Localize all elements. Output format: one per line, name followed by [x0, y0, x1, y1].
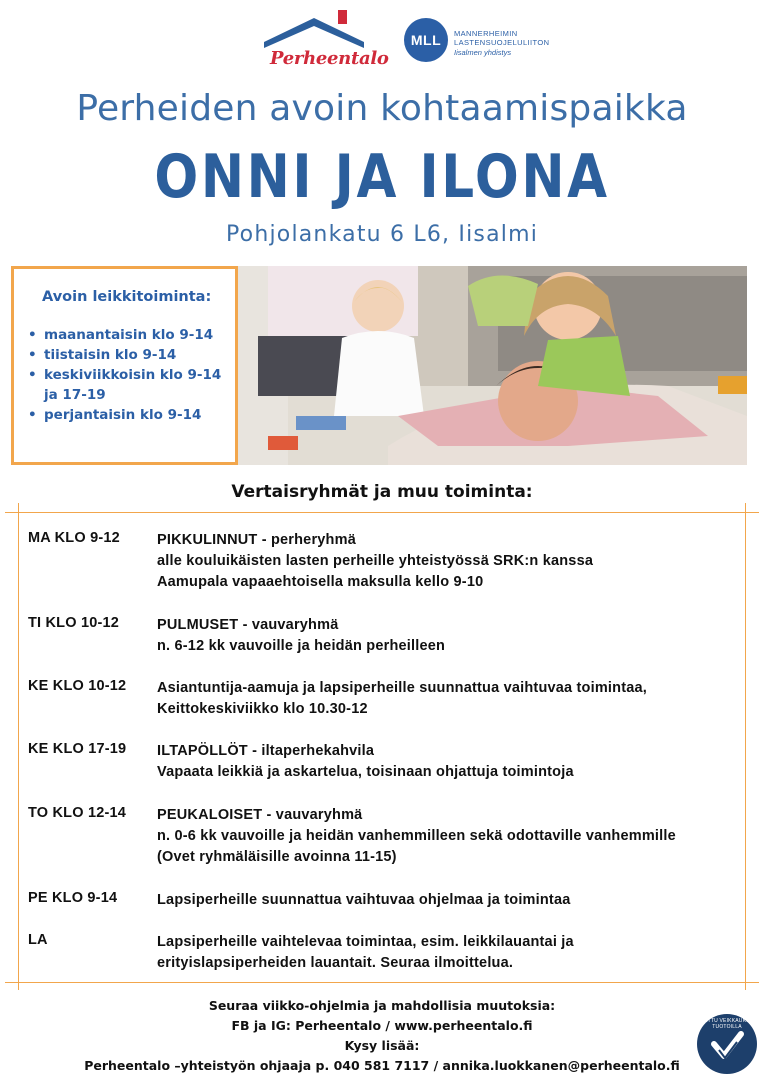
schedule-line: Aamupala vapaaehtoisella maksulla kello 9-10: [157, 574, 484, 590]
schedule-line: Vapaata leikkiä ja askartelua, toisinaan ohjattuja toimintoja: [157, 764, 574, 780]
checkmark-icon: [697, 1014, 757, 1074]
schedule-line: Lapsiperheille vaihtelevaa toimintaa, esim. leikkilauantai ja: [157, 934, 574, 950]
schedule-description: [157, 741, 747, 783]
mll-text-line2: LASTENSUOJELULIITON: [454, 38, 550, 47]
open-play-item: • keskiviikkoisin klo 9-14 ja 17-19: [28, 365, 225, 405]
footer: [0, 996, 764, 1076]
mll-badge: MLL: [404, 18, 448, 62]
schedule-day: TO KLO 12-14: [28, 805, 127, 821]
veikkaus-badge: [697, 1014, 757, 1074]
open-play-item: • perjantaisin klo 9-14: [28, 405, 225, 425]
schedule-description: [157, 530, 747, 593]
schedule-day: LA: [28, 932, 48, 948]
schedule-description: [157, 678, 747, 720]
family-photo-image: [238, 266, 747, 465]
frame-divider-bottom: [5, 982, 759, 983]
schedule-description: [157, 805, 747, 868]
badge-text: TUETTU VEIKKAUKSEN TUOTOILLA: [697, 1018, 757, 1030]
schedule-line: (Ovet ryhmäläisille avoinna 11-15): [157, 849, 397, 865]
schedule-day: KE KLO 10-12: [28, 678, 127, 694]
frame-divider-top: [5, 512, 759, 513]
schedule-description: [157, 932, 747, 974]
schedule-line: Lapsiperheille suunnattua vaihtuvaa ohjelmaa ja toimintaa: [157, 892, 571, 908]
address: Pohjolankatu 6 L6, Iisalmi: [225, 222, 539, 247]
mll-text-line3: Iisalmen yhdistys: [454, 48, 512, 57]
perheentalo-wordmark: Perheentalo: [270, 48, 389, 69]
page-subtitle: Perheiden avoin kohtaamispaikka: [76, 88, 688, 129]
schedule-description: [157, 615, 747, 657]
schedule-line: PEUKALOISET - vauvaryhmä: [157, 807, 363, 823]
footer-line: Perheentalo –yhteistyön ohjaaja p. 040 581 7117 / annika.luokkanen@perheentalo.fi: [84, 1058, 680, 1073]
schedule-description: [157, 890, 747, 911]
schedule-title: Vertaisryhmät ja muu toiminta:: [231, 482, 533, 502]
open-play-item: • maanantaisin klo 9-14: [28, 325, 225, 345]
schedule-line: PIKKULINNUT - perheryhmä: [157, 532, 356, 548]
open-play-title: Avoin leikkitoiminta:: [42, 289, 212, 305]
perheentalo-logo: [258, 8, 389, 70]
footer-line: FB ja IG: Perheentalo / www.perheentalo.fi: [231, 1018, 533, 1033]
schedule-line: erityislapsiperheiden lauantait. Seuraa ilmoittelua.: [157, 955, 514, 971]
open-play-box: [11, 266, 238, 465]
mll-text-line1: MANNERHEIMIN: [454, 29, 518, 38]
schedule-line: alle kouluikäisten lasten perheille yhteistyössä SRK:n kanssa: [157, 553, 594, 569]
open-play-list: [28, 325, 225, 425]
footer-line: Kysy lisää:: [344, 1038, 420, 1053]
schedule-day: KE KLO 17-19: [28, 741, 127, 757]
schedule-line: n. 0-6 kk vauvoille ja heidän vanhemmilleen sekä odottaville vanhemmille: [157, 828, 676, 844]
schedule-line: Keittokeskiviikko klo 10.30-12: [157, 701, 368, 717]
schedule-line: Asiantuntija-aamuja ja lapsiperheille suunnattua vaihtuvaa toimintaa,: [157, 680, 647, 696]
footer-line: Seuraa viikko-ohjelmia ja mahdollisia muutoksia:: [208, 998, 556, 1013]
schedule-day: MA KLO 9-12: [28, 530, 120, 546]
schedule-line: PULMUSET - vauvaryhmä: [157, 617, 339, 633]
family-photo: [238, 266, 747, 465]
page-title: ONNI JA ILONA: [154, 142, 610, 212]
frame-divider-left: [18, 503, 19, 990]
schedule-day: PE KLO 9-14: [28, 890, 118, 906]
mll-logo: [404, 18, 554, 64]
schedule-line: ILTAPÖLLÖT - iltaperhekahvila: [157, 743, 375, 759]
open-play-item: • tiistaisin klo 9-14: [28, 345, 225, 365]
schedule-day: TI KLO 10-12: [28, 615, 120, 631]
schedule-line: n. 6-12 kk vauvoille ja heidän perheilleen: [157, 638, 446, 654]
